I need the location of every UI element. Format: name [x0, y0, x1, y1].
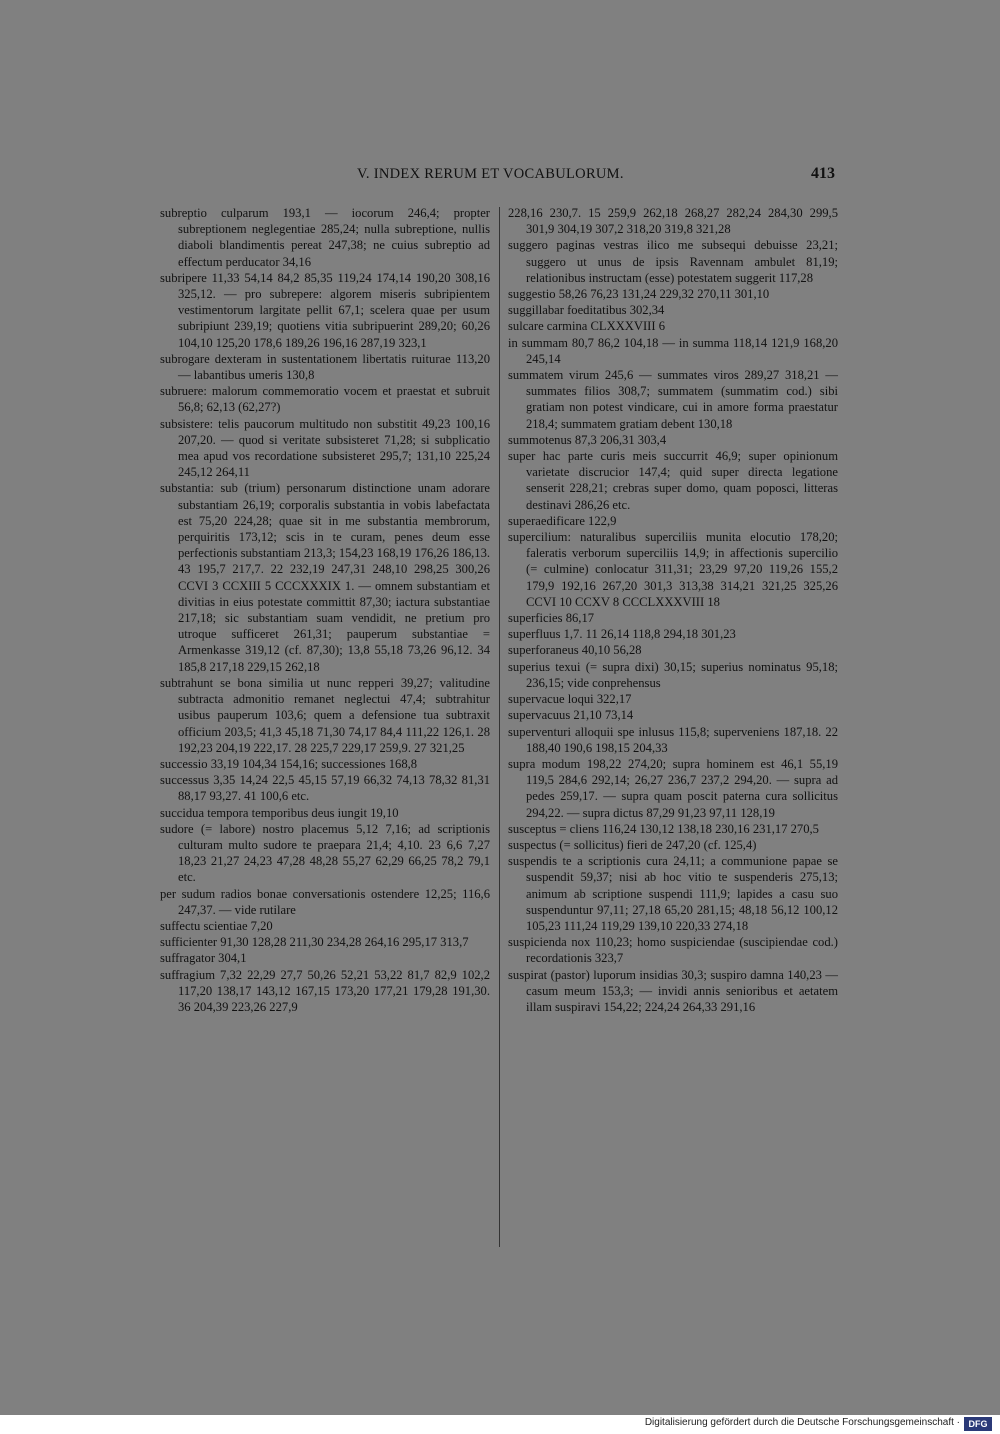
index-entry: supervacuus 21,10 73,14 [508, 708, 634, 723]
index-entry: subtrahunt se bona similia ut nunc repperi 39,27; valitudine subtracta admonitio remanet neglectui 47,4; subtrahitur usibus pauperum 103,6; quem a defensione tua subtraxit officium 203,5; 41,3 45,18 71,30 74,17 84,4 111,22 126,1. 28 192,23 204,19 222,17. 28 225,7 229,17 259,9. 27 321,25 [160, 675, 490, 755]
index-entry: sudore (= labore) nostro placemus 5,12 7,16; ad scriptionis culturam multo sudore te praepara 21,4; 4,10. 23 6,6 7,27 18,23 21,27 24,23 47,28 48,28 55,27 62,29 66,25 78,2 79,1 etc. [160, 821, 490, 885]
index-entry: subsistere: telis paucorum multitudo non substitit 49,23 100,16 207,20. — quod si veritate subsisteret 71,28; si subplicatio mea apud vos recordatione subsisteret 295,7; 131,10 225,24 245,12 264,11 [160, 416, 490, 480]
index-entry: suffragium 7,32 22,29 27,7 50,26 52,21 53,22 81,7 82,9 102,2 117,20 138,17 143,12 167,15 173,20 177,21 179,28 191,30. 36 204,39 223,26 227,9 [160, 967, 490, 1014]
index-entry: summatem virum 245,6 — summates viros 289,27 318,21 — summates filios 308,7; summatem (summatim cod.) sibi gratiam non potest vindicare, cui in amore forma praestatur 218,4; summatem gratiam debent 130,18 [508, 368, 838, 431]
footer-bar [0, 1415, 1000, 1434]
column-divider [499, 207, 500, 1247]
running-head: V. INDEX RERUM ET VOCABULORUM. [357, 166, 624, 182]
index-entry: 228,16 230,7. 15 259,9 262,18 268,27 282,24 284,30 299,5 301,9 304,19 307,2 318,20 319,8 321,28 [508, 206, 838, 237]
index-entry: subruere: malorum commemoratio vocem et praestat et subruit 56,8; 62,13 (62,27?) [160, 384, 490, 415]
index-entry: succidua tempora temporibus deus iungit 19,10 [160, 805, 399, 820]
index-entry: summotenus 87,3 206,31 303,4 [508, 432, 667, 447]
page-number: 413 [811, 165, 835, 182]
index-column-left [160, 205, 490, 1015]
index-entry: suggero paginas vestras ilico me subsequi debuisse 23,21; suggero ut unus de ipsis Ravennam ambulet 81,19; relationibus instructam (esse) potestatem suggerit 117,28 [508, 238, 838, 285]
index-entry: superfluus 1,7. 11 26,14 118,8 294,18 301,23 [508, 627, 736, 642]
index-entry: suffragator 304,1 [160, 951, 247, 966]
index-entry: superventuri alloquii spe inlusus 115,8; superveniens 187,18. 22 188,40 190,6 198,15 204,33 [508, 724, 838, 755]
index-entry: supra modum 198,22 274,20; supra hominem est 46,1 55,19 119,5 284,6 292,14; 26,27 236,7 237,2 294,20. — supra ad pedes 259,17. — supra quam poscit paterna cura sollicitus 294,22. — supra dictus 87,29 91,23 97,11 128,19 [508, 756, 838, 820]
index-entry: subreptio culparum 193,1 — iocorum 246,4; propter subreptionem neglegentiae 285,24; nulla subreptione, nullis diaboli blandimentis pereat 247,38; ne cuius subreptio ad effectum perducator 34,16 [160, 206, 490, 269]
index-entry: substantia: sub (trium) personarum distinctione unam adorare substantiam 26,19; corporalis substantia in vobis labefactata est 75,20 224,28; quae sit in me substantia membrorum, perquiritis 173,12; scis in te curam, penes deum esse perfectionis substantiam 213,3; 154,23 168,19 176,26 186,13. 43 195,7 217,7. 22 232,19 247,31 248,10 298,25 300,26 CCVI 3 CCXIII 5 CCCXXXIX 1. — omnem substantiam et divitias in eius potestate committit 87,30; iactura substantiae 217,18; sic substantiam suam vendidit, ne pretium pro utroque sufficeret 261,31; pauperum substantiae = Armenkasse 319,12 (cf. 87,30); 13,8 55,18 73,26 96,12. 34 185,8 217,18 229,15 262,18 [160, 481, 491, 674]
index-entry: susceptus = cliens 116,24 130,12 138,18 230,16 231,17 270,5 [508, 821, 819, 836]
index-entry: superficies 86,17 [508, 611, 595, 626]
index-entry: suspirat (pastor) luporum insidias 30,3; suspiro damna 140,23 — casum meum 153,3; — invidi annis senioribus et aetatem illam suspiravi 154,22; 224,24 264,33 291,16 [508, 967, 838, 1014]
index-entry: suspectus (= sollicitus) fieri de 247,20 (cf. 125,4) [508, 837, 757, 852]
index-entry: superaedificare 122,9 [508, 513, 617, 528]
index-entry: superforaneus 40,10 56,28 [508, 643, 642, 658]
index-entry: suffectu scientiae 7,20 [160, 918, 273, 933]
index-entry: supervacue loqui 322,17 [508, 692, 632, 707]
index-entry: suspicienda nox 110,23; homo suspiciendae (suscipiendae cod.) recordationis 323,7 [508, 935, 838, 966]
index-entry: per sudum radios bonae conversationis ostendere 12,25; 116,6 247,37. — vide rutilare [160, 886, 490, 917]
index-entry: sufficienter 91,30 128,28 211,30 234,28 264,16 295,17 313,7 [160, 935, 469, 950]
index-entry: in summam 80,7 86,2 104,18 — in summa 118,14 121,9 168,20 245,14 [508, 335, 838, 366]
funding-credit: Digitalisierung gefördert durch die Deutsche Forschungsgemeinschaft · [644, 1417, 960, 1428]
index-entry: supercilium: naturalibus superciliis munita elocutio 178,20; faleratis verborum superciliis 14,9; in affectionis supercilio (= culmine) conlocatur 311,31; 23,29 97,20 119,26 155,2 179,9 192,16 267,20 301,3 313,38 314,21 321,25 325,26 CCVI 10 CCXV 8 CCCLXXXVIII 18 [508, 530, 838, 609]
index-entry: suggillabar foeditatibus 302,34 [508, 303, 665, 318]
index-entry: sulcare carmina CLXXXVIII 6 [508, 319, 666, 334]
index-column-right [508, 205, 838, 1015]
index-entry: suggestio 58,26 76,23 131,24 229,32 270,11 301,10 [508, 287, 770, 302]
index-entry: subrogare dexteram in sustentationem libertatis ruiturae 113,20 — labantibus umeris 130,8 [160, 351, 490, 383]
dfg-logo-icon: DFG [964, 1417, 992, 1431]
index-entry: successio 33,19 104,34 154,16; successiones 168,8 [160, 756, 418, 771]
index-entry: super hac parte curis meis succurrit 46,9; super opinionum varietate discrucior 147,4; quid super directa legatione senserit 228,21; crebras super domo, quam poposci, litteras destinavi 286,26 etc. [508, 449, 838, 512]
index-entry: superius texui (= supra dixi) 30,15; superius nominatus 95,18; 236,15; vide conprehensus [508, 659, 838, 690]
index-entry: subripere 11,33 54,14 84,2 85,35 119,24 174,14 190,20 308,16 325,12. — pro subrepere: algorem miseris subripientem vestimentorum largitate pellit 67,1; scelera quae per usum subripiunt 239,19; quotiens vitia subripuerint 289,20; 60,26 104,10 125,20 178,6 189,26 196,16 287,19 323,1 [160, 270, 490, 350]
index-entry: suspendis te a scriptionis cura 24,11; a communione papae se suspendit 59,37; nisi ab hoc vitio te suspenderis 275,13; animum ab scriptione suspendi 111,9; lapides a casu suo suspenduntur 97,11; 27,18 65,20 281,15; 48,18 56,12 100,12 105,23 111,24 119,29 139,10 220,33 274,18 [508, 854, 838, 933]
index-entry: successus 3,35 14,24 22,5 45,15 57,19 66,32 74,13 78,32 81,31 88,17 93,27. 41 100,6 etc. [160, 773, 490, 804]
